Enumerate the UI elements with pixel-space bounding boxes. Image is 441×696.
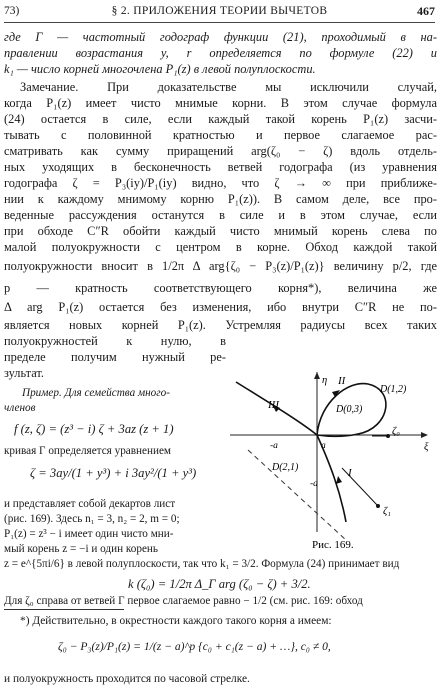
remark-line: зультат. <box>4 366 44 380</box>
curve-intro: кривая Γ определяется уравнением <box>4 445 172 457</box>
curve-equation: ζ = 3ay/(1 + y³) + i 3ay²/(1 + y³) <box>30 466 197 480</box>
figure-169 <box>228 372 438 550</box>
remark-line: тывать с половинной кратностью и первое слагаемое рас- <box>4 128 437 142</box>
example-after: Для ζ₀ справа от ветвей Γ первое слагаемое равно − 1/2 (см. рис. 169: обход <box>4 595 363 607</box>
remark-line: ных уходящих в бесконечность ветвей годографа (из уравнения <box>4 160 437 174</box>
page-number: 467 <box>417 4 435 18</box>
label-region-I: I <box>348 467 352 479</box>
remark-line: нии к каждому мнимому корню P₁(z)). В самом деле, все про- <box>4 192 437 206</box>
remark-line: Δ arg P₁(z) остается без изменения, ибо внутри C″R не по- <box>4 300 437 314</box>
label-d03: D(0,3) <box>336 404 363 415</box>
remark-line: полуокружности вносит в 1/2π Δ arg{ζ₀ − P₃(z)/P₁(z)} величину p/2, где <box>4 259 437 273</box>
example-line: P₁(z) = z³ − i имеет один чисто мни- <box>4 528 174 540</box>
label-d12: D(1,2) <box>380 384 407 395</box>
label-region-III: III <box>268 399 279 411</box>
footnote-line: и полуокружность проходится по часовой стрелке. <box>4 673 250 685</box>
example-line: z = e^{5πi/6} в левой полуплоскости, так что k₁ = 3/2. Формула (24) принимает вид <box>4 558 400 570</box>
remark-line: веденные рассуждения останутся в силе и в этом случае, если <box>4 208 437 222</box>
text-line: правлении возрастания y, r определяется по формуле (22) и <box>4 46 437 60</box>
remark-line: когда P₁(z) имеет чисто мнимые корни. В этом случае формула <box>4 96 437 110</box>
remark-line: полуокружностей к нулю, в <box>4 334 226 348</box>
label-zeta1: ζ₁ <box>383 506 391 517</box>
remark-line: (24) остается в силе, если каждый такой корень P₁(z) засчи- <box>4 112 437 126</box>
label-minus-a-low: -a <box>310 479 318 489</box>
label-minus-a: -a <box>270 441 278 451</box>
remark-line: p — кратность соответствующего корня*), величина же <box>4 281 437 295</box>
eta-arrow-icon <box>314 372 320 379</box>
label-d21: D(2,1) <box>272 462 299 473</box>
family-formula: f (z, ζ) = (z³ − i) ζ + 3az (z + 1) <box>14 422 174 436</box>
label-zeta0: ζ₀ <box>392 426 400 437</box>
header-left: 73) <box>4 5 20 17</box>
footnote-rule <box>4 609 124 610</box>
remark-line: при обходе C″R обойти каждый чисто мнимый корень слева по <box>4 224 437 238</box>
remark-line: пределе получим нужный ре- <box>4 350 226 364</box>
footnote-line: *) Действительно, в окрестности каждого такого корня a имеем: <box>20 615 332 627</box>
example-line: и представляет собой декартов лист <box>4 498 176 510</box>
running-header <box>4 4 435 23</box>
example-line: мый корень z = −i и один корень <box>4 543 158 555</box>
text-line: где Γ — частотный годограф функции (21), проходимый в на- <box>4 30 437 44</box>
example-heading: Пример. Для семейства много- <box>22 387 170 399</box>
remark-line: малой полуокружности с центром в корне. Обход каждой такой <box>4 240 437 254</box>
example-heading-cont: членов <box>4 402 36 414</box>
label-eta: η <box>322 375 328 386</box>
remark-line: является новых корней P₁(z). Устремляя радиусы всех таких <box>4 318 437 332</box>
remark-line: Замечание. При доказательстве мы исключили случай, <box>20 80 437 94</box>
remark-line: сматривать как сумму приращений arg(ζ₀ − ζ) вдоль отдель- <box>4 144 437 158</box>
k-formula: k (ζ₀) = 1/2π Δ_Γ arg (ζ₀ − ζ) + 3/2. <box>128 577 311 591</box>
xi-arrow-icon <box>421 432 428 438</box>
label-region-II: II <box>338 375 346 387</box>
direction-arrow-icon <box>336 476 342 484</box>
footnote-formula: ζ₀ − P₃(z)/P₁(z) = 1/(z − a)^p {c₀ + c₁(z − a) + …}, c₀ ≠ 0, <box>58 640 331 653</box>
remark-line: годографа ζ = P₃(iy)/P₁(iy) видно, что ζ → ∞ при приближе- <box>4 176 437 190</box>
label-a: a <box>321 441 326 451</box>
label-xi: ξ <box>424 442 429 453</box>
example-line: (рис. 169). Здесь n₁ = 3, n₂ = 2, m = 0; <box>4 513 180 525</box>
figure-caption: Рис. 169. <box>312 539 354 550</box>
text-line: k₁ — число корней многочлена P₁(z) в левой полуплоскости. <box>4 62 316 76</box>
header-section-title: § 2. ПРИЛОЖЕНИЯ ТЕОРИИ ВЫЧЕТОВ <box>111 5 328 17</box>
